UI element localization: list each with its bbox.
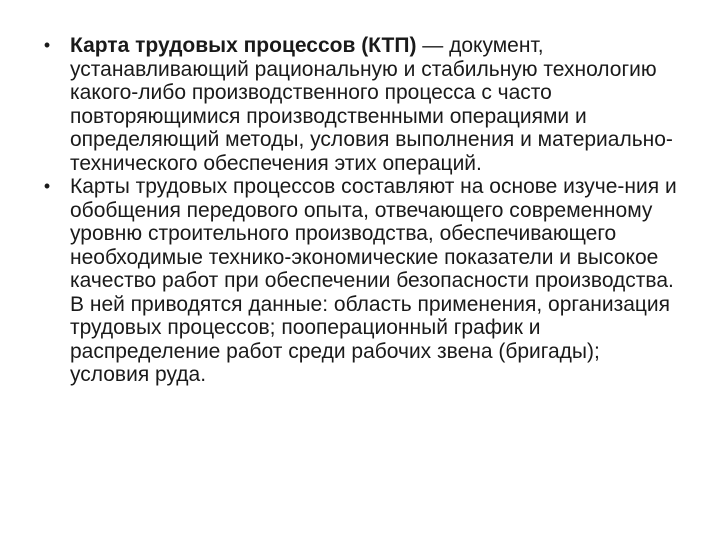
bullet-icon: •	[43, 176, 51, 196]
bullet-icon: •	[43, 35, 51, 55]
bullet-list	[38, 34, 680, 387]
definition-text: — документ, устанавливающий рациональную и стабильную технологию какого-либо производственного процесса с часто повторяющимися производственными операциями и определяющий методы, условия выполнения и материально-технического обеспечения этих операций.	[70, 34, 673, 175]
composition-text: Карты трудовых процессов составляют на основе изуче-ния и обобщения передового опыта, отвечающего современному уровню строительного производства, обеспечивающего необходимые технико-экономические показатели и высокое качество работ при обеспечении безопасности производства. В ней приводятся данные: область применения, организация трудовых процессов; пооперационный график и распределение работ среди рабочих звена (бригады); условия руда.	[70, 175, 677, 386]
bullet-item-ktp-definition	[38, 34, 680, 175]
bullet-item-ktp-composition	[38, 175, 680, 387]
term-ktp: Карта трудовых процессов (КТП)	[70, 34, 417, 57]
